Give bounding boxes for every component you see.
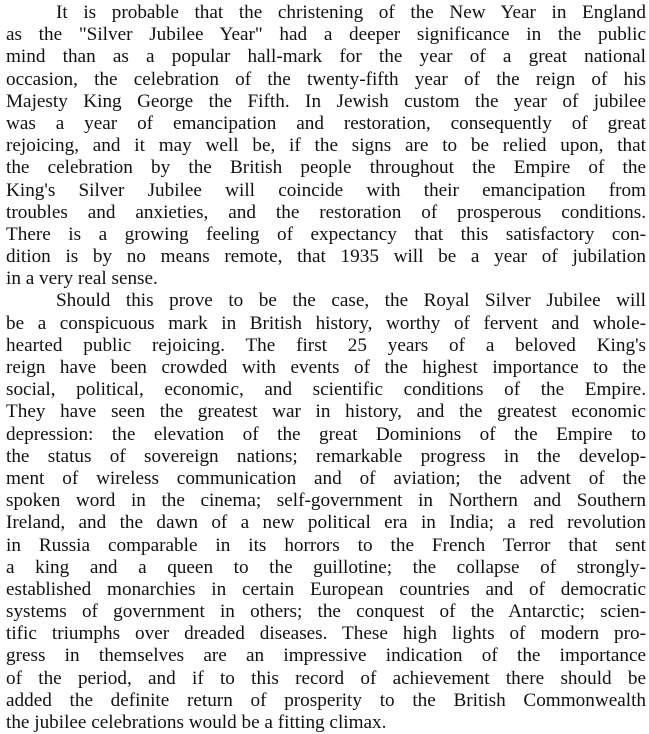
text-line: They have seen the greatest war in history, and the greatest economic <box>6 401 646 423</box>
text-line: systems of government in others; the conquest of the Antarctic; scien- <box>6 601 646 623</box>
text-line: be a conspicuous mark in British history, worthy of fervent and whole- <box>6 312 646 334</box>
text-line: added the definite return of prosperity to the British Commonwealth <box>6 689 646 711</box>
text-line: occasion, the celebration of the twenty-fifth year of the reign of his <box>6 68 646 90</box>
paragraph-1 <box>6 2 646 290</box>
text-line: Majesty King George the Fifth. In Jewish custom the year of jubilee <box>6 90 646 112</box>
text-line: the jubilee celebrations would be a fitting climax. <box>6 712 387 733</box>
text-line: of the period, and if to this record of achievement there should be <box>6 667 646 689</box>
text-line: depression: the elevation of the great Dominions of the Empire to <box>6 423 646 445</box>
text-line: the celebration by the British people throughout the Empire of the <box>6 157 646 179</box>
text-line: dition is by no means remote, that 1935 will be a year of jubilation <box>6 246 646 268</box>
text-line: gress in themselves are an impressive indication of the importance <box>6 645 646 667</box>
text-line: ment of wireless communication and of aviation; the advent of the <box>6 467 646 489</box>
text-line: established monarchies in certain European countries and of democratic <box>6 578 646 600</box>
text-line: as the "Silver Jubilee Year" had a deeper significance in the public <box>6 24 646 46</box>
text-line: was a year of emancipation and restoration, consequently of great <box>6 112 646 134</box>
text-line: King's Silver Jubilee will coincide with their emancipation from <box>6 179 646 201</box>
text-line: rejoicing, and it may well be, if the signs are to be relied upon, that <box>6 135 646 157</box>
text-line: in a very real sense. <box>6 268 158 290</box>
text-line: Ireland, and the dawn of a new political era in India; a red revolution <box>6 512 646 534</box>
text-line: There is a growing feeling of expectancy that this satisfactory con- <box>6 223 646 245</box>
text-line: social, political, economic, and scientific conditions of the Empire. <box>6 379 646 401</box>
text-line: reign have been crowded with events of the highest importance to the <box>6 357 646 378</box>
text-line: tific triumphs over dreaded diseases. These high lights of modern pro- <box>6 623 646 645</box>
text-line: the status of sovereign nations; remarkable progress in the develop- <box>6 445 646 467</box>
text-line: a king and a queen to the guillotine; the collapse of strongly- <box>6 556 646 578</box>
document-page <box>6 0 646 733</box>
text-line: troubles and anxieties, and the restoration of prosperous conditions. <box>6 201 646 223</box>
text-line: spoken word in the cinema; self-government in Northern and Southern <box>6 490 646 512</box>
text-line: mind than as a popular hall-mark for the year of a great national <box>6 46 646 68</box>
text-line: It is probable that the christening of the New Year in England <box>56 2 646 23</box>
text-line: Should this prove to be the case, the Royal Silver Jubilee will <box>56 290 646 312</box>
text-line: hearted public rejoicing. The first 25 years of a beloved King's <box>6 334 646 356</box>
text-line: in Russia comparable in its horrors to the French Terror that sent <box>6 534 646 556</box>
paragraph-2 <box>6 290 646 734</box>
